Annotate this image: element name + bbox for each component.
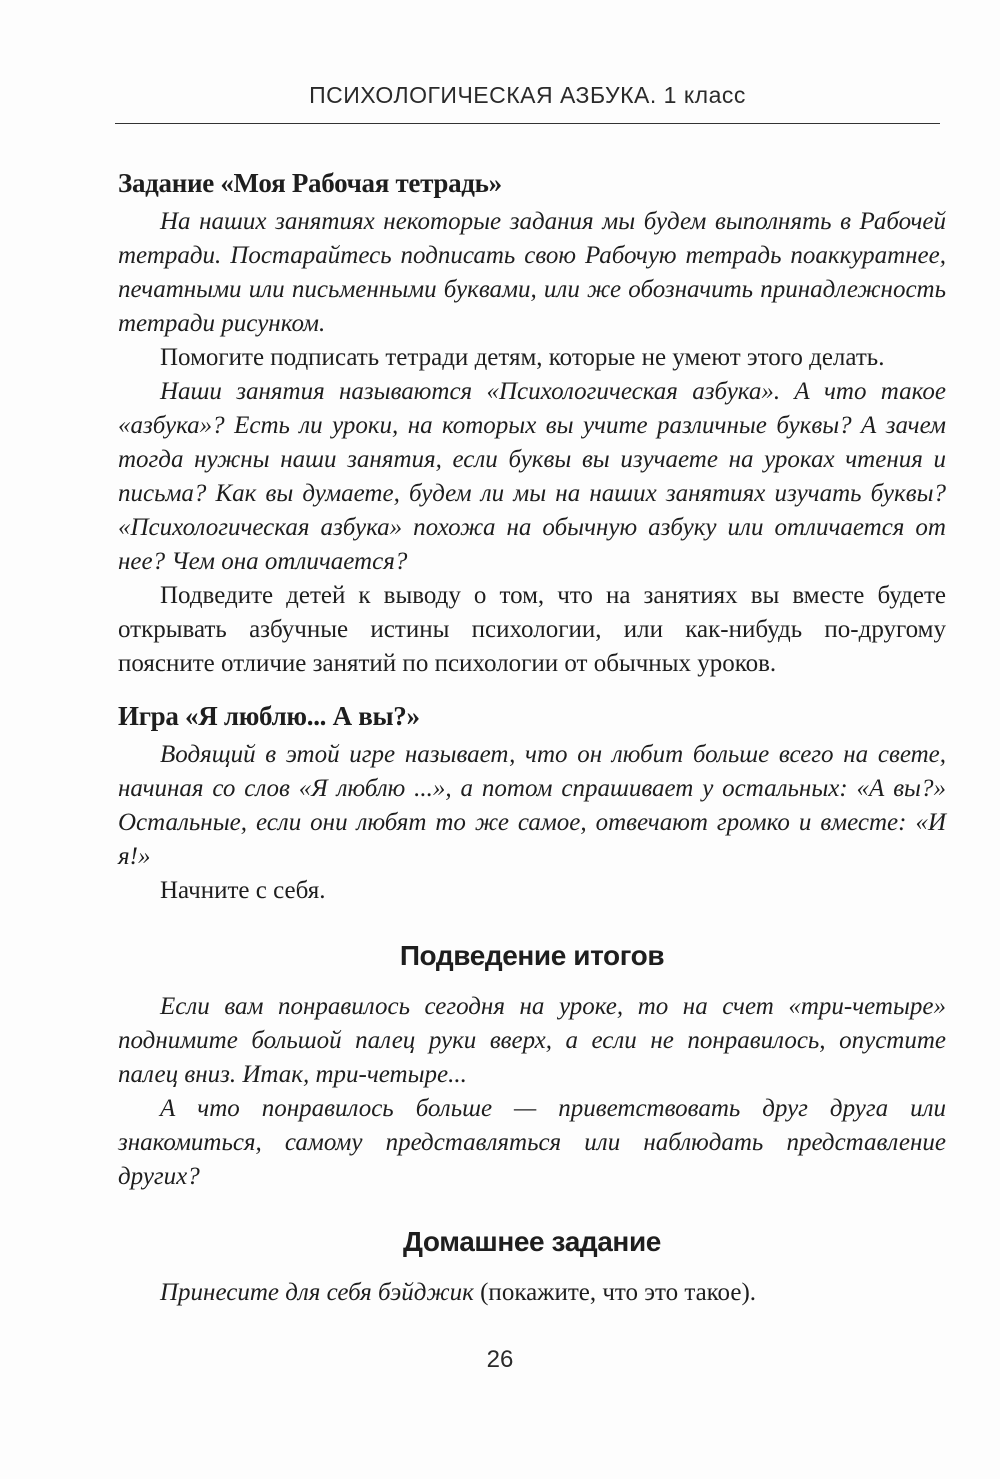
task-paragraph-4: Подведите детей к выводу о том, что на занятиях вы вместе будете открывать азбучные истины психологии, или как-нибудь по-другому поясните отличие занятий по психологии от обычных уроков. (118, 582, 946, 677)
page-number: 26 (486, 1346, 514, 1373)
task-paragraph-3: Наши занятия называются «Психологическая азбука». А что такое «азбука»? Есть ли уроки, на которых вы учите различные буквы? А зачем тогда нужны наши занятия, если буквы вы изучаете на уроках чтения и письма? Как вы думаете, будем ли мы на наших занятиях изучать буквы? «Психологическая азбука» похожа на обычную азбуку или отличается от нее? Чем она отличается? (118, 378, 946, 575)
summary-paragraph-1: Если вам понравилось сегодня на уроке, то на счет «три-четыре» поднимите большой палец руки вверх, а если не понравилось, опустите палец вниз. Итак, три-четыре... (118, 993, 946, 1088)
section-gap (118, 908, 946, 936)
task-paragraph-1: На наших занятиях некоторые задания мы будем выполнять в Рабочей тетради. Постарайтесь подписать свою Рабочую тетрадь поаккуратнее, печатными или письменными буквами, или же обозначить принадлежность тетради рисунком. (118, 208, 946, 337)
heading-gap (118, 976, 946, 990)
summary-paragraph-2: А что понравилось больше — приветствовать друг друга или знакомиться, самому представляться или наблюдать представление других? (118, 1095, 946, 1190)
homework-heading: Домашнее задание (403, 1226, 661, 1257)
task-paragraph-2: Помогите подписать тетради детям, которые не умеют этого делать. (160, 344, 885, 371)
homework-plain-text: (покажите, что это такое). (473, 1279, 757, 1306)
game-paragraph-1: Водящий в этой игре называет, что он любит больше всего на свете, начиная со слов «Я люблю ...», а потом спрашивает у остальных: «А вы?» Остальные, если они любят то же самое, отвечают громко и вместе: «И я!» (118, 741, 946, 870)
page-body (118, 165, 946, 1310)
game-paragraph-2: Начните с себя. (160, 877, 326, 904)
homework-paragraph (118, 1276, 946, 1310)
homework-italic-text: Принесите для себя бэйджик (160, 1279, 474, 1306)
section-gap (118, 681, 946, 698)
task-heading: Задание «Моя Рабочая тетрадь» (118, 168, 502, 198)
section-gap (118, 1194, 946, 1222)
header-rule (115, 123, 940, 124)
game-heading: Игра «Я люблю... А вы?» (118, 701, 420, 731)
heading-gap (118, 1262, 946, 1276)
running-head: ПСИХОЛОГИЧЕСКАЯ АЗБУКА. 1 класс (309, 82, 746, 108)
summary-heading: Подведение итогов (399, 940, 665, 971)
